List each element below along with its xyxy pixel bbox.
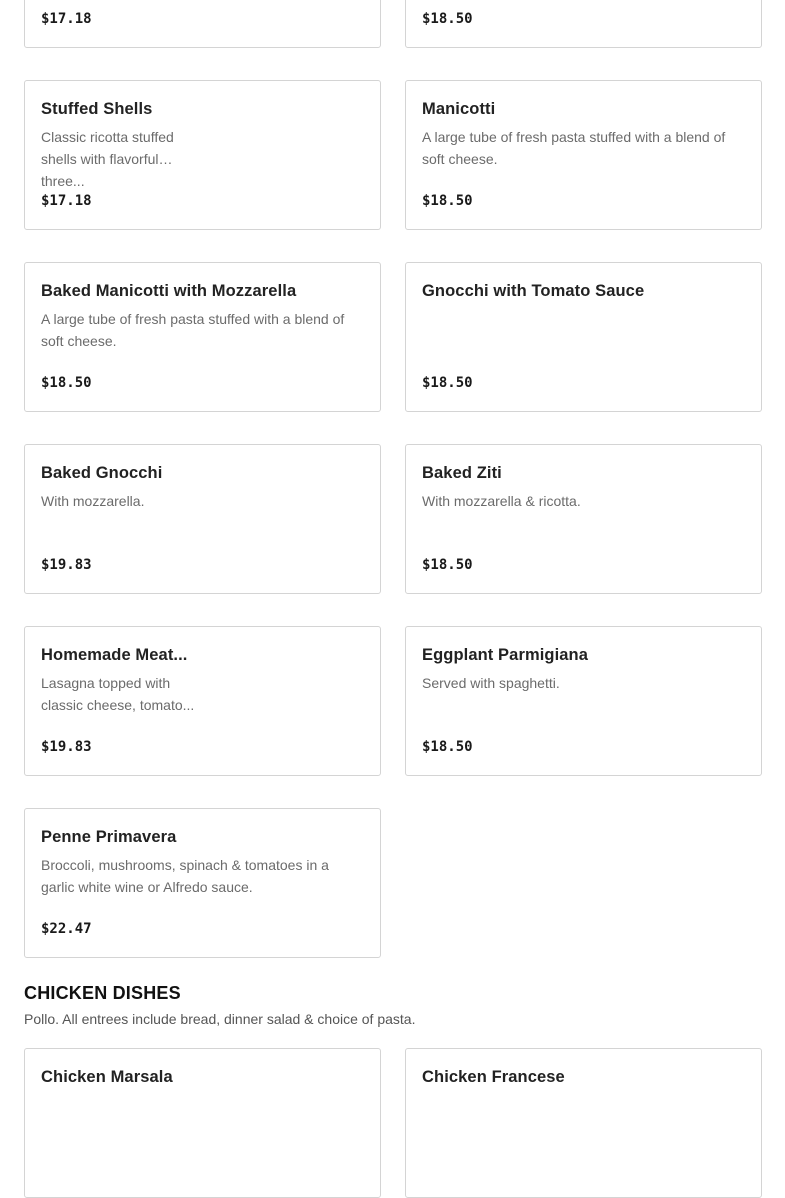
menu-item-card[interactable] <box>405 1048 762 1198</box>
menu-item-name: Manicotti <box>422 100 496 118</box>
menu-item-name: Penne Primavera <box>41 828 177 846</box>
menu-item-card[interactable] <box>24 626 381 776</box>
menu-item-name: Eggplant Parmigiana <box>422 646 589 664</box>
section-title: CHICKEN DISHES <box>24 983 181 1003</box>
menu-item-description: Served with spaghetti. <box>422 675 560 691</box>
menu-item-description: Broccoli, mushrooms, spinach & tomatoes in a garlic white wine or Alfredo sauce. <box>41 857 329 895</box>
menu-item-price: $18.50 <box>422 739 473 755</box>
menu-item-card[interactable] <box>24 1048 381 1198</box>
menu-item-card[interactable] <box>24 262 381 412</box>
menu-item-description: Classic ricotta stuffed shells with flavorful three... <box>41 129 174 189</box>
menu-item-card[interactable] <box>405 0 762 48</box>
menu-item-price: $19.83 <box>41 557 92 573</box>
menu-item-price: $18.50 <box>422 193 473 209</box>
menu-item-price: $17.18 <box>41 11 92 27</box>
menu-item-price: $18.50 <box>422 557 473 573</box>
menu-item-card[interactable] <box>24 80 381 230</box>
menu-item-name: Chicken Marsala <box>41 1068 173 1086</box>
menu-item-price: $18.50 <box>422 11 473 27</box>
menu-item-card[interactable] <box>405 444 762 594</box>
menu-item-card[interactable] <box>24 808 381 958</box>
menu-item-card[interactable] <box>24 0 381 48</box>
menu-item-card[interactable] <box>405 80 762 230</box>
menu-item-name: Chicken Francese <box>422 1068 565 1086</box>
menu-item-description: Lasagna topped with classic cheese, tomato... <box>41 675 195 713</box>
section-subtitle: Pollo. All entrees include bread, dinner salad & choice of pasta. <box>24 1011 416 1027</box>
menu-item-name: Homemade Meat... <box>41 646 188 664</box>
menu-item-price: $22.47 <box>41 921 92 937</box>
menu-item-name: Gnocchi with Tomato Sauce <box>422 282 645 300</box>
menu-item-name: Baked Manicotti with Mozzarella <box>41 282 297 300</box>
menu-item-price: $18.50 <box>41 375 92 391</box>
menu-item-name: Baked Gnocchi <box>41 464 163 482</box>
menu-item-card[interactable] <box>405 262 762 412</box>
menu-item-description: With mozzarella & ricotta. <box>422 493 581 509</box>
menu-item-description: With mozzarella. <box>41 493 145 509</box>
menu-item-card[interactable] <box>405 626 762 776</box>
menu-item-price: $17.18 <box>41 193 92 209</box>
menu-item-name: Stuffed Shells <box>41 100 153 118</box>
menu-item-card[interactable] <box>24 444 381 594</box>
menu-item-price: $18.50 <box>422 375 473 391</box>
menu-item-description: A large tube of fresh pasta stuffed with a blend of soft cheese. <box>41 311 345 349</box>
menu-item-price: $19.83 <box>41 739 92 755</box>
menu-item-name: Baked Ziti <box>422 464 502 482</box>
menu-item-description: A large tube of fresh pasta stuffed with a blend of soft cheese. <box>422 129 726 167</box>
